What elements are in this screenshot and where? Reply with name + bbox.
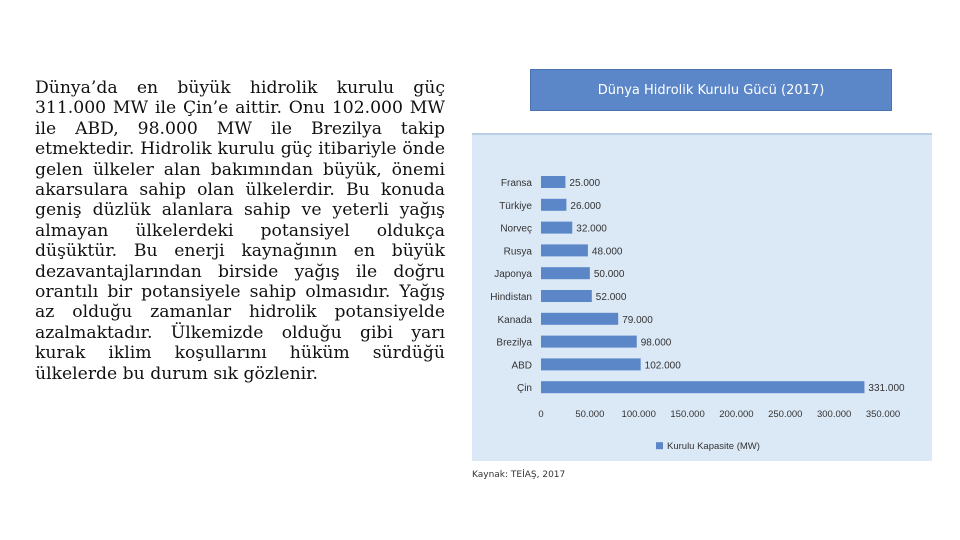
- body-text: Dünya’da en büyük hidrolik kurulu güç 311.000 MW ile Çin’e aittir. Onu 102.000 MW ile ABD, 98.000 MW ile Brezilya takip etmektedir. Hidrolik kurulu güç itibariyle önde gelen ülkeler alan bakımından büyük, önemi akarsulara sahip olan ülkelerdir. Bu konuda geniş düzlük alanlara sahip ve yeterli yağış almayan ülkelerdeki potansiyel oldukça düşüktür. Bu enerji kaynağının en büyük dezavantajlarından birside yağış ile doğru orantılı bir potansiyele sahip olmasıdır. Yağış az olduğu zamanlar hidrolik potansiyelde azalmaktadır. Ülkemizde olduğu gibi yarı kurak iklim koşullarını hüküm sürdüğü ülkelerde bu durum sık gözlenir.: [35, 78, 445, 384]
- category-label: Fransa: [500, 178, 532, 189]
- category-label: Rusya: [503, 246, 532, 258]
- data-label: 52.000: [595, 292, 627, 303]
- category-label: Kanada: [497, 314, 532, 326]
- x-tick-label: 50.000: [575, 409, 605, 421]
- data-label: 102.000: [644, 360, 681, 372]
- x-tick-label: 200.000: [719, 409, 754, 421]
- bar: [541, 199, 566, 211]
- legend-swatch: [656, 442, 663, 449]
- category-label: Brezilya: [496, 337, 532, 349]
- x-tick-label: 150.000: [670, 409, 705, 421]
- data-label: 79.000: [622, 314, 653, 326]
- x-tick-label: 300.000: [816, 409, 852, 421]
- data-label: 26.000: [570, 200, 601, 212]
- x-tick-label: 100.000: [621, 409, 656, 421]
- x-tick-label: 350.000: [865, 409, 901, 421]
- category-label: Çin: [516, 383, 532, 395]
- category-label: Japonya: [494, 269, 532, 281]
- data-label: 331.000: [868, 383, 905, 395]
- bar: [541, 244, 588, 256]
- data-label: 25.000: [569, 178, 601, 189]
- category-label: ABD: [511, 360, 532, 372]
- bar: [541, 381, 864, 393]
- x-tick-label: 0: [538, 409, 544, 421]
- bar: [541, 222, 572, 234]
- bar: [541, 313, 618, 325]
- bar: [541, 176, 565, 188]
- data-label: 48.000: [591, 246, 623, 258]
- x-tick-label: 250.000: [768, 409, 803, 421]
- bar: [541, 336, 637, 348]
- bar: [541, 267, 590, 279]
- data-label: 50.000: [593, 269, 625, 281]
- bar: [541, 358, 641, 370]
- category-label: Norveç: [500, 223, 532, 235]
- category-label: Türkiye: [499, 200, 532, 212]
- category-label: Hindistan: [490, 292, 532, 303]
- legend-label: Kurulu Kapasite (MW): [667, 441, 760, 453]
- chart-title: Dünya Hidrolik Kurulu Gücü (2017): [597, 82, 825, 98]
- bar: [541, 290, 592, 302]
- data-label: 32.000: [576, 223, 607, 235]
- data-label: 98.000: [640, 337, 672, 349]
- source-note: Kaynak: TEİAŞ, 2017: [472, 470, 566, 480]
